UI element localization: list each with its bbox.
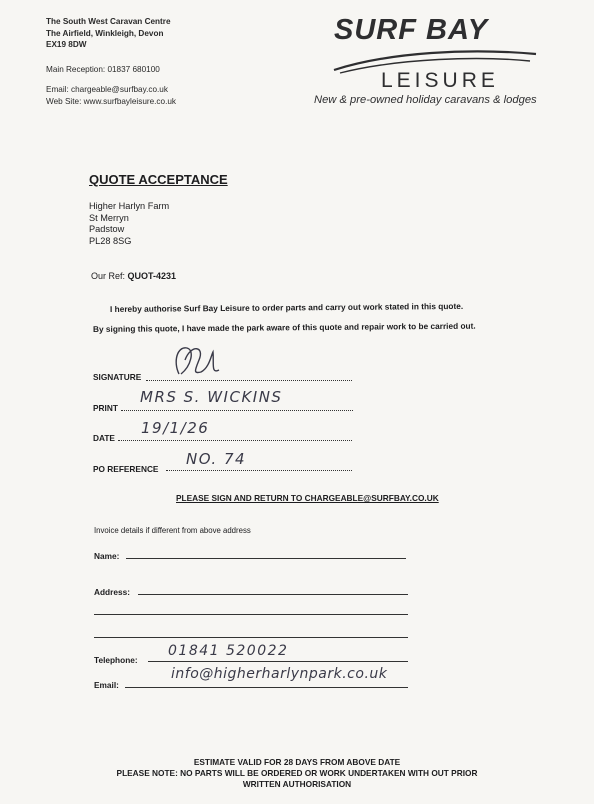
recipient-line: Padstow xyxy=(89,224,125,234)
invoice-address-line xyxy=(138,594,408,595)
company-postcode: EX19 8DW xyxy=(46,40,87,49)
our-ref xyxy=(91,271,176,281)
company-address-line: The Airfield, Winkleigh, Devon xyxy=(46,28,164,38)
park-awareness-statement: By signing this quote, I have made the park aware of this quote and repair work to be carried out. xyxy=(92,320,476,334)
footer-line: WRITTEN AUTHORISATION xyxy=(242,779,352,789)
invoice-name-line xyxy=(126,558,406,559)
date-line xyxy=(118,440,352,441)
invoice-address-line xyxy=(94,614,408,615)
po-reference-value: NO. 74 xyxy=(186,450,247,468)
company-reception: Main Reception: 01837 680100 xyxy=(46,64,160,74)
footer-line: ESTIMATE VALID FOR 28 DAYS FROM ABOVE DATE xyxy=(193,757,401,767)
recipient-line: Higher Harlyn Farm xyxy=(89,201,170,211)
date-value: 19/1/26 xyxy=(141,419,210,437)
invoice-intro: Invoice details if different from above address xyxy=(94,526,251,535)
invoice-email-line xyxy=(125,687,408,688)
signature-label: SIGNATURE xyxy=(93,372,142,382)
footer-line: PLEASE NOTE: NO PARTS WILL BE ORDERED OR WORK UNDERTAKEN WITH OUT PRIOR xyxy=(116,768,478,778)
invoice-telephone-line xyxy=(148,661,408,662)
ref-value: QUOT-4231 xyxy=(127,271,177,281)
return-instruction: PLEASE SIGN AND RETURN TO CHARGEABLE@SURFBAY.CO.UK xyxy=(176,493,439,503)
company-address-block xyxy=(46,16,176,107)
recipient-line: St Merryn xyxy=(89,212,129,223)
invoice-address-line xyxy=(94,637,408,638)
recipient-line: PL28 8SG xyxy=(89,235,132,246)
company-email: Email: chargeable@surfbay.co.uk xyxy=(46,85,168,94)
invoice-telephone-value: 01841 520022 xyxy=(168,643,289,659)
handwritten-signature xyxy=(165,340,225,382)
invoice-telephone-label: Telephone: xyxy=(94,655,138,665)
print-name-value: MRS S. WICKINS xyxy=(140,388,283,406)
recipient-address xyxy=(89,201,169,247)
logo-subtitle: LEISURE xyxy=(381,69,499,92)
invoice-email-label: Email: xyxy=(94,680,119,690)
po-reference-label: PO REFERENCE xyxy=(93,464,159,474)
invoice-email-value: info@higherharlynpark.co.uk xyxy=(171,666,388,682)
page-title: QUOTE ACCEPTANCE xyxy=(89,172,228,187)
company-website: Web Site: www.surfbayleisure.co.uk xyxy=(46,96,176,106)
logo-title: SURF BAY xyxy=(334,14,489,46)
print-label: PRINT xyxy=(93,403,118,413)
invoice-name-label: Name: xyxy=(94,551,120,561)
company-name: The South West Caravan Centre xyxy=(46,17,171,26)
invoice-address-label: Address: xyxy=(94,587,130,597)
logo-tagline: New & pre-owned holiday caravans & lodges xyxy=(314,94,537,106)
print-line xyxy=(121,410,353,411)
po-reference-line xyxy=(166,470,352,471)
authorisation-statement: I hereby authorise Surf Bay Leisure to order parts and carry out work stated in this quote. xyxy=(109,300,464,314)
ref-label: Our Ref: xyxy=(91,271,126,281)
date-label: DATE xyxy=(93,433,115,443)
